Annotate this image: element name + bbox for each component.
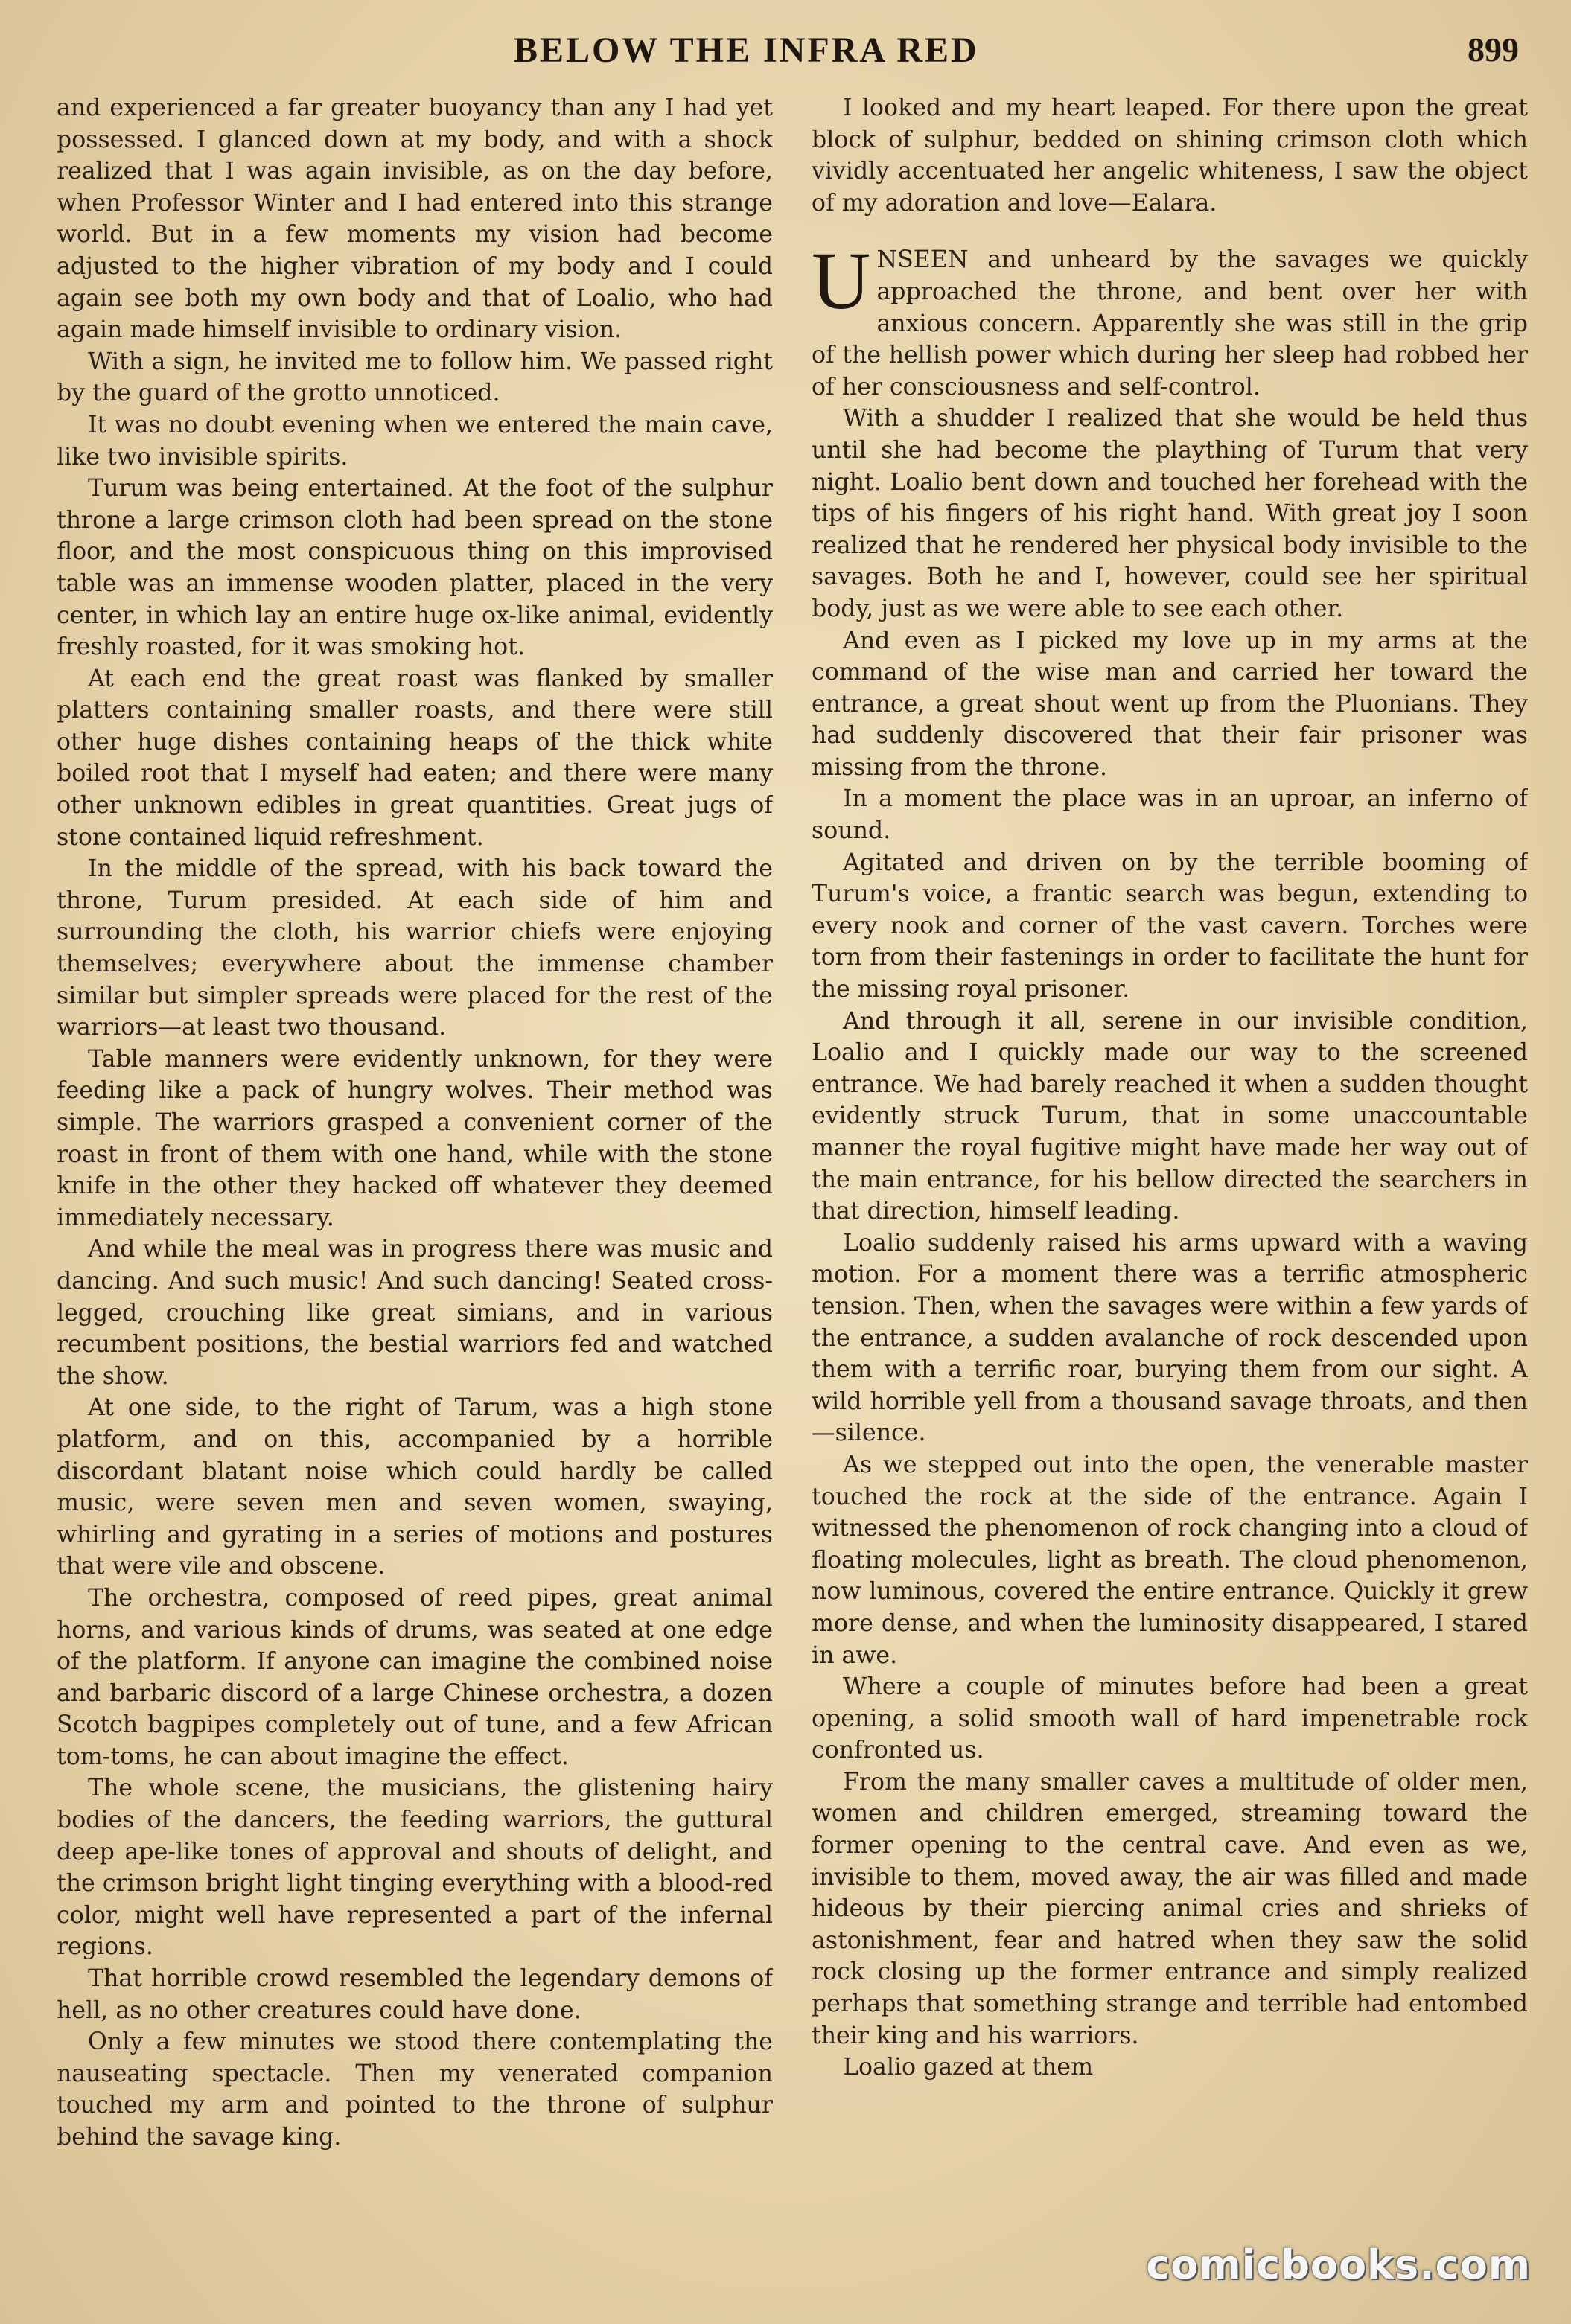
paragraph: And through it all, serene in our invisible condition, Loalio and I quickly made our way to the screened entrance. We had barely reached it when a sudden thought evidently struck Turum, that in some unaccountable manner the royal fugitive might have made her way out of the main entrance, for his bellow directed the searchers in that direction, himself leading. (812, 1007, 1528, 1225)
paragraph: It was no doubt evening when we entered the main cave, like two invisible spirits. (57, 411, 773, 470)
paragraph: and experienced a far greater buoyancy than any I had yet possessed. I glanced down at my body, and with a shock realized that I was again invisible, as on the day before, when Professor Winter and I had entered into this strange world. But in a few moments my vision had become adjusted to the higher vibration of my body and I could again see both my own body and that of Loalio, who had again made himself invisible to ordinary vision. (57, 95, 773, 344)
paragraph: Agitated and driven on by the terrible booming of Turum's voice, a frantic search was begun, extending to every nook and corner of the vast cavern. Torches were torn from their fastenings in order to facilitate the hunt for the missing royal prisoner. (812, 849, 1528, 1003)
paragraph: That horrible crowd resembled the legendary demons of hell, as no other creatures could have done. (57, 1965, 773, 2024)
paragraph: Where a couple of minutes before had been a great opening, a solid smooth wall of hard impenetrable rock confronted us. (812, 1673, 1528, 1764)
paragraph: The orchestra, composed of reed pipes, great animal horns, and various kinds of drums, was seated at one edge of the platform. If anyone can imagine the combined noise and barbaric discord of a large Chinese orchestra, a dozen Scotch bagpipes completely out of tune, and a few African tom-toms, he can about imagine the effect. (57, 1584, 773, 1770)
paragraph: And while the meal was in progress there was music and dancing. And such music! And such dancing! Seated cross-legged, crouching like great simians, and in various recumbent positions, the bestial warriors fed and watched the show. (57, 1236, 773, 1390)
paragraph: At one side, to the right of Tarum, was a high stone platform, and on this, accompanied by a horrible discordant blatant noise which could hardly be called music, were seven men and seven women, swaying, whirling and gyrating in a series of motions and postures that were vile and obscene. (57, 1394, 773, 1580)
paragraph: At each end the great roast was flanked by smaller platters containing smaller roasts, and there were still other huge dishes containing heaps of the thick white boiled root that I myself had eaten; and there were many other unknown edibles in great quantities. Great jugs of stone contained liquid refreshment. (57, 665, 773, 851)
page-number: 899 (1468, 31, 1519, 68)
right-column (812, 92, 1528, 2296)
drop-cap: U (812, 235, 871, 327)
site-watermark: comicbooks.com (1146, 2241, 1531, 2288)
running-title: BELOW THE INFRA RED (514, 31, 979, 70)
paragraph: In a moment the place was in an uproar, an inferno of sound. (812, 785, 1528, 845)
paragraph: Turum was being entertained. At the foot of the sulphur throne a large crimson cloth had been spread on the stone floor, and the most conspicuous thing on this improvised table was an immense wooden platter, placed in the very center, in which lay an entire huge ox-like animal, evidently freshly roasted, for it was smoking hot. (57, 475, 773, 661)
paragraph: Loalio gazed at them (843, 2054, 1094, 2081)
paragraph: As we stepped out into the open, the venerable master touched the rock at the side of the entrance. Again I witnessed the phenomenon of rock changing into a cloud of floating molecules, light as breath. The cloud phenomenon, now luminous, covered the entire entrance. Quickly it grew more dense, and when the luminosity disappeared, I stared in awe. (812, 1451, 1528, 1669)
paragraph: The whole scene, the musicians, the glistening hairy bodies of the dancers, the feeding warriors, the guttural deep ape-like tones of approval and shouts of delight, and the crimson bright light tinging everything with a blood-red color, might well have represented a part of the infernal regions. (57, 1775, 773, 1961)
paragraph: With a shudder I realized that she would be held thus until she had become the plaything of Turum that very night. Loalio bent down and touched her forehead with the tips of his fingers of his right hand. With great joy I soon realized that he rendered her physical body invisible to the savages. Both he and I, however, could see her spiritual body, just as we were able to see each other. (812, 405, 1528, 622)
section-opening-paragraph (812, 235, 1528, 403)
paragraph: Loalio suddenly raised his arms upward with a waving motion. For a moment there was a terrific atmospheric tension. Then, when the savages were within a few yards of the entrance, a sudden avalanche of rock descended upon them with a terrific roar, burying them from our sight. A wild horrible yell from a thousand savage throats, and then—silence. (812, 1229, 1528, 1447)
paragraph: In the middle of the spread, with his back toward the throne, Turum presided. At each side of him and surrounding the cloth, his warrior chiefs were enjoying themselves; everywhere about the immense chamber similar but simpler spreads were placed for the rest of the warriors—at least two thousand. (57, 855, 773, 1041)
paragraph: And even as I picked my love up in my arms at the command of the wise man and carried her toward the entrance, a great shout went up from the Pluonians. They had suddenly discovered that their fair prisoner was missing from the throne. (812, 627, 1528, 781)
paragraph: Only a few minutes we stood there contemplating the nauseating spectacle. Then my venerated companion touched my arm and pointed to the throne of sulphur behind the savage king. (57, 2028, 773, 2151)
page-header (0, 30, 1571, 82)
paragraph: With a sign, he invited me to follow him. We passed right by the guard of the grotto unnoticed. (57, 348, 773, 407)
section-opening-text: NSEEN and unheard by the savages we quickly approached the throne, and bent over her with anxious concern. Apparently she was still in the grip of the hellish power which during her sleep had robbed her of her consciousness and self-control. (812, 246, 1528, 400)
left-column (57, 92, 773, 2296)
paragraph: I looked and my heart leaped. For there upon the great block of sulphur, bedded on shining crimson cloth which vividly accentuated her angelic whiteness, I saw the object of my adoration and love—Ealara. (812, 95, 1528, 217)
paragraph: Table manners were evidently unknown, for they were feeding like a pack of hungry wolves. Their method was simple. The warriors grasped a convenient corner of the roast in front of them with one hand, while with the stone knife in the other they hacked off whatever they deemed immediately necessary. (57, 1045, 773, 1231)
paragraph: From the many smaller caves a multitude of older men, women and children emerged, streaming toward the former opening to the central cave. And even as we, invisible to them, moved away, the air was filled and made hideous by their piercing animal cries and shrieks of astonishment, fear and hatred when they saw the solid rock closing up the former entrance and simply realized perhaps that something strange and terrible had entombed their king and his warriors. (812, 1768, 1528, 2049)
